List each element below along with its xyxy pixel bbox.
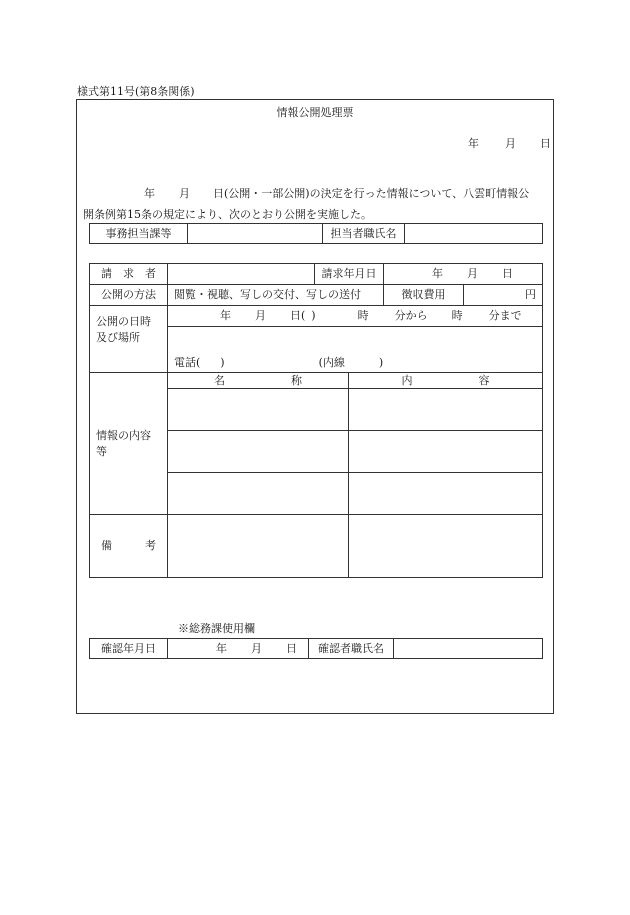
request-date-field[interactable] xyxy=(384,264,543,285)
datetime-close: ) xyxy=(311,309,316,323)
datetime-field[interactable] xyxy=(168,306,543,327)
confirm-date-year: 年 xyxy=(216,641,227,655)
datetime-hour1: 時 xyxy=(357,309,369,323)
remarks-field-1[interactable] xyxy=(168,515,349,578)
datetime-label xyxy=(90,306,168,373)
datetime-label-line1: 公開の日時 xyxy=(96,315,151,328)
info-name-field-3[interactable] xyxy=(168,473,349,515)
ext-close: ) xyxy=(378,355,384,369)
confirm-name-label: 確認者職氏名 xyxy=(309,639,394,659)
intro-line1: 日(公開・一部公開)の決定を行った情報について、八雲町情報公 xyxy=(213,187,530,200)
confirm-date-field[interactable] xyxy=(168,639,309,659)
remarks-label: 備 考 xyxy=(90,515,168,578)
intro-line2: 開条例第15条の規定により、次のとおり公開を実施した。 xyxy=(83,208,372,221)
confirm-date-label: 確認年月日 xyxy=(90,639,168,659)
col-content-header: 内 容 xyxy=(349,373,543,389)
info-label-line2: 等 xyxy=(96,444,107,458)
phone-field[interactable] xyxy=(168,353,543,373)
confirm-name-field[interactable] xyxy=(394,639,543,659)
phone-close: ) xyxy=(220,355,225,369)
remarks-field-2[interactable] xyxy=(349,515,543,578)
datetime-label-line2: 及び場所 xyxy=(96,330,140,344)
fee-field[interactable] xyxy=(464,285,543,306)
place-field[interactable] xyxy=(168,327,543,353)
usage-note: ※総務課使用欄 xyxy=(178,622,255,635)
method-label: 公開の方法 xyxy=(90,285,168,306)
requester-label: 請 求 者 xyxy=(90,264,168,285)
dept-label: 事務担当課等 xyxy=(90,224,188,244)
request-date-year: 年 xyxy=(432,267,443,281)
request-date-label: 請求年月日 xyxy=(315,264,384,285)
request-date-day: 日 xyxy=(502,267,513,281)
ext-label: (内線 xyxy=(318,355,345,369)
person-label: 担当者職氏名 xyxy=(323,224,405,244)
requester-field[interactable] xyxy=(168,264,315,285)
intro-month: 月 xyxy=(179,187,190,200)
info-content-field-3[interactable] xyxy=(349,473,543,515)
info-label xyxy=(90,373,168,515)
request-date-month: 月 xyxy=(467,267,478,281)
dept-field[interactable] xyxy=(188,224,323,244)
staff-table xyxy=(89,223,543,244)
info-content-field-1[interactable] xyxy=(349,389,543,431)
header-date-year: 年 xyxy=(468,137,479,150)
header-date-day: 日 xyxy=(540,137,551,150)
header-date-month: 月 xyxy=(505,137,516,150)
col-name-header: 名 称 xyxy=(168,373,349,389)
intro-year: 年 xyxy=(144,187,155,200)
confirm-date-day: 日 xyxy=(286,641,297,655)
datetime-day: 日( xyxy=(290,309,306,323)
datetime-year: 年 xyxy=(220,309,231,323)
info-label-line1: 情報の内容 xyxy=(96,428,151,442)
person-field[interactable] xyxy=(405,224,543,244)
form-title: 情報公開処理票 xyxy=(276,106,354,119)
datetime-to: 分まで xyxy=(488,309,522,323)
method-field[interactable]: 閲覧・視聴、写しの交付、写しの送付 xyxy=(168,285,384,306)
info-content-field-2[interactable] xyxy=(349,431,543,473)
main-table xyxy=(89,263,543,578)
fee-unit: 円 xyxy=(525,288,537,302)
confirm-table xyxy=(89,638,543,659)
datetime-from: 分から xyxy=(394,309,428,323)
datetime-hour2: 時 xyxy=(451,309,463,323)
phone-label: 電話( xyxy=(174,355,201,369)
info-name-field-2[interactable] xyxy=(168,431,349,473)
form-number-label: 様式第11号(第8条関係) xyxy=(77,85,195,98)
confirm-date-month: 月 xyxy=(251,641,262,655)
datetime-month: 月 xyxy=(255,309,266,323)
fee-label: 徴収費用 xyxy=(384,285,464,306)
info-name-field-1[interactable] xyxy=(168,389,349,431)
